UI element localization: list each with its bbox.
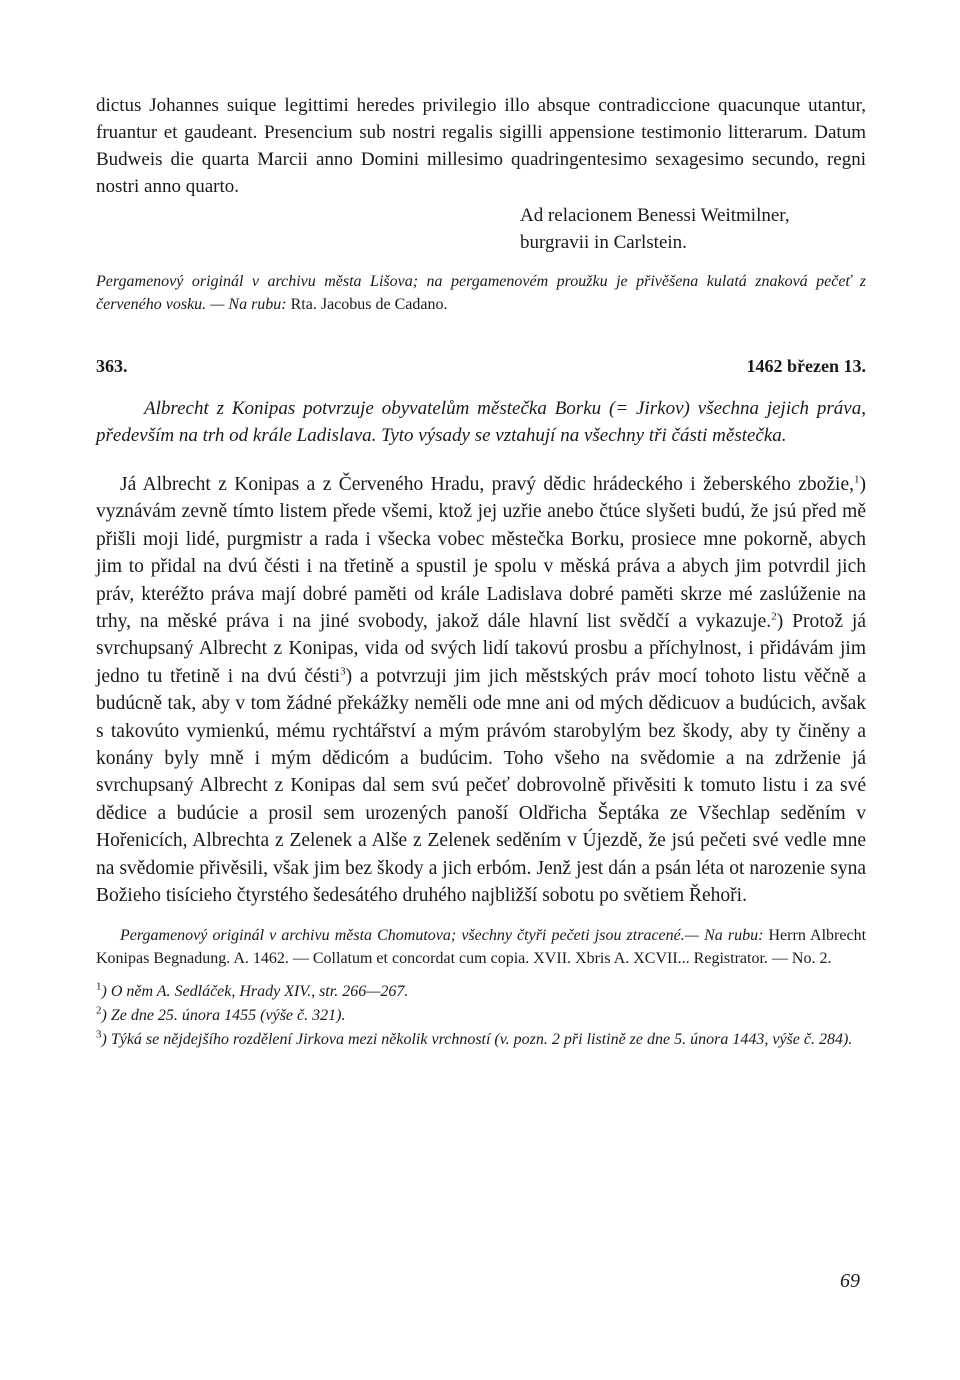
previous-document-archival-note — [96, 270, 866, 316]
footnote-ref-2[interactable]: 2 — [771, 610, 777, 623]
footnote-3: $^3$) Týká se nějdejšího rozdělení Jirkova mezi několik vrchností (v. pozn. 2 při listině ze dne 5. února 1443, výše č. 284). — [96, 1028, 853, 1048]
footnote-ref-1[interactable]: 1 — [854, 473, 860, 486]
document-archival-note — [96, 924, 866, 970]
archival-note-plain: Herrn Albrecht Konipas Begnadung. A. 1462. — Collatum et concordat cum copia. XVII. Xbris A. XCVII... Registrator. — No. 2. — [96, 926, 867, 967]
signature-line-1: Ad relacionem Benessi Weitmilner, — [520, 205, 790, 226]
document-date: 1462 březen 13. — [746, 356, 866, 376]
archival-note-italic: Pergamenový originál v archivu města Lišova; na pergamenovém proužku je přivěšena kulatá znaková pečeť z červeného vosku. — Na rubu: — [96, 273, 866, 313]
signature-line-2: burgravii in Carlstein. — [520, 232, 687, 253]
previous-document-text: dictus Johannes suique legittimi heredes privilegio illo absque contradiccione quacunque utantur, fruantur et gaudeant. Presencium sub nostri regalis sigilli appensione testimonio litterarum. Datum Budweis die quarta Marcii anno Domini millesimo quadringentesimo sexagesimo secundo, regni nostri anno quarto. — [96, 95, 866, 197]
footnote-1: $^1$) O něm A. Sedláček, Hrady XIV., str. 266—267. — [96, 980, 409, 1000]
footnote-2: $^2$) Ze dne 25. února 1455 (výše č. 321). — [96, 1004, 346, 1024]
footnotes — [96, 980, 866, 1052]
page-content — [96, 92, 866, 1052]
footnote-ref-3[interactable]: 3 — [340, 665, 346, 678]
document-number: 363. — [96, 356, 128, 376]
chancery-signature — [96, 202, 866, 256]
archival-note-italic: Pergamenový originál v archivu města Chomutova; všechny čtyři pečeti jsou ztracené.— Na rubu: — [120, 926, 764, 944]
archival-note-plain: Rta. Jacobus de Cadano. — [286, 296, 448, 313]
page-number: 69 — [840, 1270, 860, 1292]
document-regest: Albrecht z Konipas potvrzuje obyvatelům městečka Borku (= Jirkov) všechna jejich práva, především na trh od krále Ladislava. Tyto výsady se vztahují na všechny tři části městečka. — [96, 398, 866, 446]
document-heading — [96, 356, 866, 377]
document-main-text: Já Albrecht z Konipas a z Červeného Hradu, pravý dědic hrádeckého i žeberského zbožie,$^1$) vyznávám zevně tímto listem přede všemi, ktož jej uzřie anebo čtúce slyšeti budú, že jsú před mě přišli moji lidé, purgmistr a rada i všecka vobec městečka Borku, prosiece mne pokorně, abych jim to přidal na dvú čésti i na třetině a spustil je spolu v měská práva a abych jim potvrdil jich práv, kteréžto práva mají dobré paměti od krále Ladislava dobré paměti skrze mé zaslúženie na trhy, na měské práva i na jiné svobody, jakož dále hlavní list svědčí a vykazuje.$^2$) Protož já svrchupsaný Albrecht z Konipas, vida od svých lidí takovú prosbu a příchylnost, i přidávám jim jedno tu třetině i na dvú čésti$^3$) a potvrzuji jim jich městských práv mocí tohoto listu věčně a budúcně tak, aby v tom žádné překážky neměli ode mne ani od mých dědicuov a budúcich, avšak s takovúto vymienkú, mému rychtářství a mým právóm starobylým bez škody, aby ty činěny a konány byly mně i mým dědicóm a budúcim. Toho všeho na svědomie a na zdrženie já svrchupsaný Albrecht z Konipas dal sem svú pečeť dobrovolně přivěsiti k tomuto listu i za své dědice a budúcie a prosil sem urozených panoší Oldřicha Šeptáka ze Všechlap seděním v Hořenicích, Albrechta z Zelenek a Alše z Zelenek seděním v Újezdě, že jsú pečeti své vedle mne na svědomie přivěsili, však jim bez škody a jich erbóm. Jenž jest dán a psán léta ot narozenie syna Božieho tisícieho čtyrstého šedesátého druhého najbližší sobotu po světiem Řehoři. — [96, 473, 867, 907]
